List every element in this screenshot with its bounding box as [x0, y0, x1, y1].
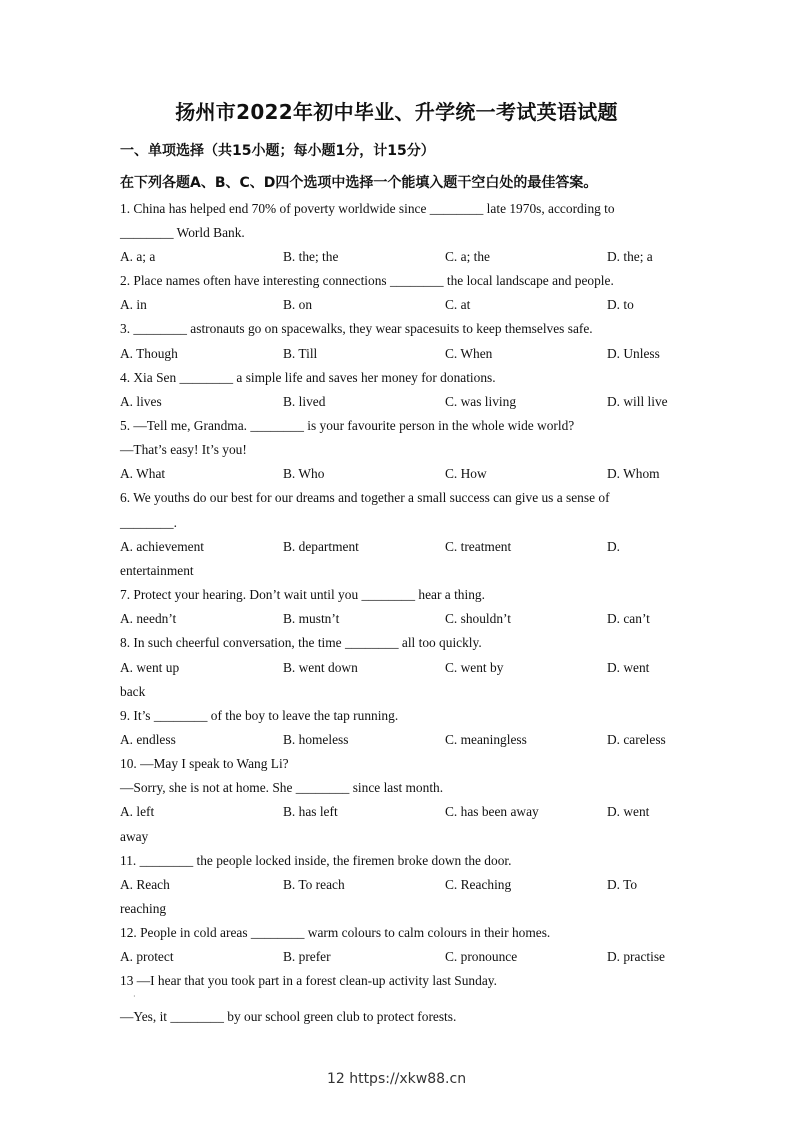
- question-3-option-b: B. Till: [283, 346, 318, 361]
- question-4-stem: 4. Xia Sen ________ a simple life and saves her money for donations.: [120, 370, 496, 385]
- question-6-option-d-cont: entertainment: [120, 563, 194, 578]
- question-6-stem-cont: ________.: [120, 515, 177, 530]
- question-7-option-b: B. mustn’t: [283, 611, 340, 626]
- question-5-option-c: C. How: [445, 466, 487, 481]
- page-footer: 12 https://xkw88.cn: [326, 1071, 467, 1087]
- question-9-option-a: A. endless: [120, 732, 176, 747]
- question-12-option-b: B. prefer: [283, 949, 331, 964]
- question-8-option-b: B. went down: [283, 660, 358, 675]
- question-2-option-b: B. on: [283, 297, 313, 312]
- question-1-option-a: A. a; a: [120, 249, 156, 264]
- question-6-option-c: C. treatment: [445, 539, 512, 554]
- question-11-option-d-cont: reaching: [120, 901, 167, 916]
- question-4-option-b: B. lived: [283, 394, 326, 409]
- question-11-option-c: C. Reaching: [445, 877, 512, 892]
- question-2-option-a: A. in: [120, 297, 147, 312]
- question-10-option-b: B. has left: [283, 804, 338, 819]
- question-11-option-b: B. To reach: [283, 877, 345, 892]
- question-10-option-d: D. went: [607, 804, 650, 819]
- question-5-stem-cont: —That’s easy! It’s you!: [120, 442, 247, 457]
- question-5-option-a: A. What: [120, 466, 166, 481]
- question-2-option-c: C. at: [445, 297, 471, 312]
- question-3-stem: 3. ________ astronauts go on spacewalks, they wear spacesuits to keep themselves safe.: [120, 321, 593, 336]
- question-2-stem: 2. Place names often have interesting connections ________ the local landscape and people.: [120, 273, 614, 288]
- question-12-stem: 12. People in cold areas ________ warm colours to calm colours in their homes.: [120, 925, 551, 940]
- question-4-option-c: C. was living: [445, 394, 517, 409]
- question-6-option-b: B. department: [283, 539, 359, 554]
- question-10-stem: 10. —May I speak to Wang Li?: [120, 756, 289, 771]
- question-10-option-d-cont: away: [120, 829, 149, 844]
- question-5-option-d: D. Whom: [607, 466, 660, 481]
- question-7-option-d: D. can’t: [607, 611, 650, 626]
- question-1-stem: 1. China has helped end 70% of poverty worldwide since ________ late 1970s, according to: [120, 201, 615, 216]
- question-8-option-c: C. went by: [445, 660, 504, 675]
- section-instruction: 在下列各题A、B、C、D四个选项中选择一个能填入题干空白处的最佳答案。: [120, 175, 598, 191]
- question-1-stem-cont: ________ World Bank.: [120, 225, 245, 240]
- question-9-option-d: D. careless: [607, 732, 666, 747]
- question-1-option-b: B. the; the: [283, 249, 339, 264]
- question-12-option-d: D. practise: [607, 949, 666, 964]
- question-8-stem: 8. In such cheerful conversation, the time ________ all too quickly.: [120, 635, 482, 650]
- question-7-option-a: A. needn’t: [120, 611, 177, 626]
- question-5-stem: 5. —Tell me, Grandma. ________ is your favourite person in the whole wide world?: [120, 418, 575, 433]
- question-1-option-c: C. a; the: [445, 249, 490, 264]
- question-10-option-a: A. left: [120, 804, 155, 819]
- question-8-option-a: A. went up: [120, 660, 180, 675]
- question-12-option-a: A. protect: [120, 949, 174, 964]
- question-11-stem: 11. ________ the people locked inside, the firemen broke down the door.: [120, 853, 512, 868]
- question-10-option-c: C. has been away: [445, 804, 539, 819]
- question-13-stem-cont: —Yes, it ________ by our school green club to protect forests.: [120, 1009, 457, 1024]
- stray-dot: ·: [133, 992, 136, 1001]
- question-11-option-a: A. Reach: [120, 877, 170, 892]
- question-2-option-d: D. to: [607, 297, 634, 312]
- question-7-option-c: C. shouldn’t: [445, 611, 511, 626]
- question-6-option-d: D.: [607, 539, 621, 554]
- question-3-option-a: A. Though: [120, 346, 178, 361]
- question-5-option-b: B. Who: [283, 466, 325, 481]
- question-9-option-b: B. homeless: [283, 732, 349, 747]
- question-4-option-a: A. lives: [120, 394, 162, 409]
- question-6-stem: 6. We youths do our best for our dreams and together a small success can give us a sense of: [120, 490, 610, 505]
- question-9-stem: 9. It’s ________ of the boy to leave the tap running.: [120, 708, 399, 723]
- question-11-option-d: D. To: [607, 877, 638, 892]
- question-9-option-c: C. meaningless: [445, 732, 527, 747]
- question-8-option-d-cont: back: [120, 684, 146, 699]
- question-1-option-d: D. the; a: [607, 249, 653, 264]
- question-3-option-c: C. When: [445, 346, 493, 361]
- question-12-option-c: C. pronounce: [445, 949, 518, 964]
- question-4-option-d: D. will live: [607, 394, 668, 409]
- question-6-option-a: A. achievement: [120, 539, 205, 554]
- question-3-option-d: D. Unless: [607, 346, 660, 361]
- page-title: 扬州市2022年初中毕业、升学统一考试英语试题: [175, 100, 618, 124]
- question-10-stem-cont: —Sorry, she is not at home. She ________ since last month.: [120, 780, 444, 795]
- question-7-stem: 7. Protect your hearing. Don’t wait until you ________ hear a thing.: [120, 587, 485, 602]
- section-heading: 一、单项选择（共15小题；每小题1分，计15分）: [120, 143, 435, 159]
- question-13-stem: 13 —I hear that you took part in a forest clean-up activity last Sunday.: [120, 973, 497, 988]
- question-8-option-d: D. went: [607, 660, 650, 675]
